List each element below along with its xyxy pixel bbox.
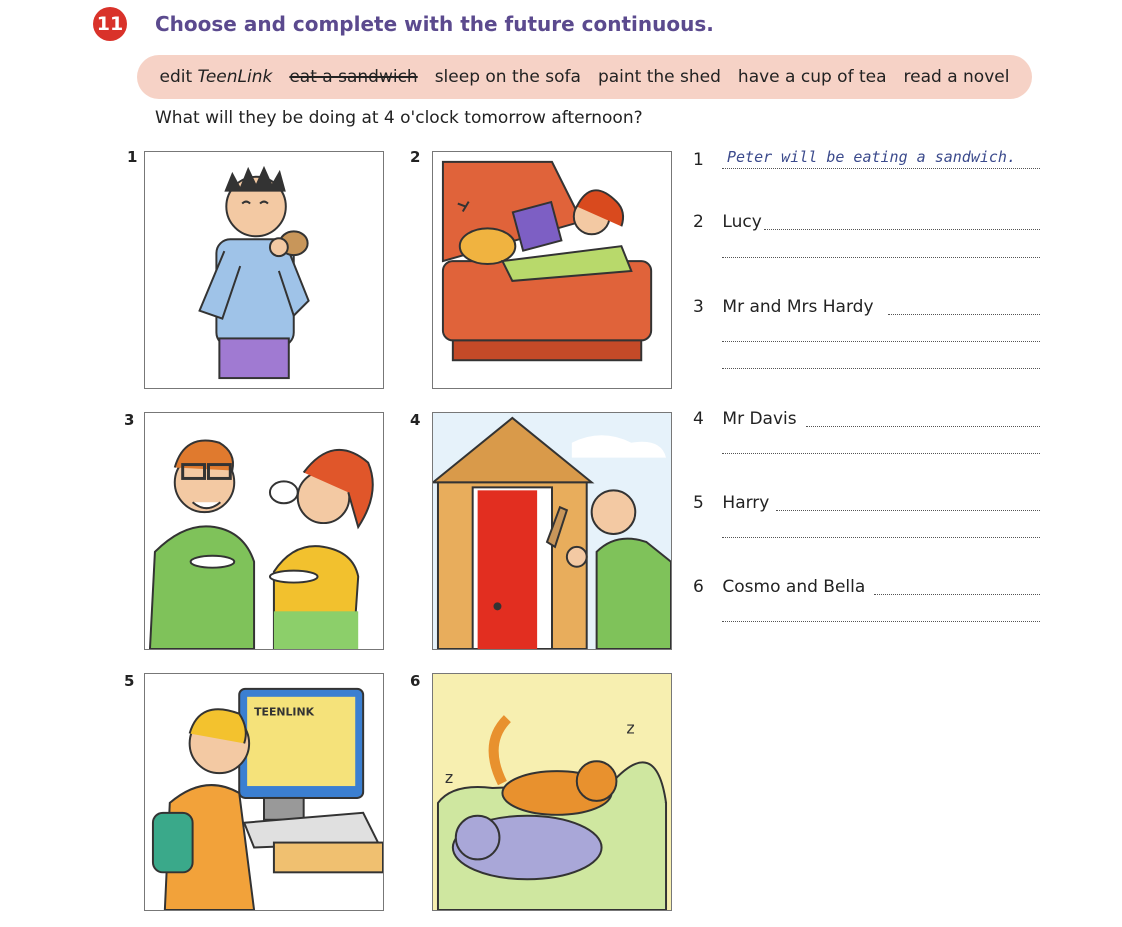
screen-label: TEENLINK xyxy=(254,705,315,719)
word-bank-item-tea: have a cup of tea xyxy=(737,67,887,87)
answer-line-2b[interactable] xyxy=(722,257,1040,258)
word-bank-item-sleep: sleep on the sofa xyxy=(434,67,581,87)
picture-2-reading-novel xyxy=(432,151,672,389)
picture-number-6: 6 xyxy=(410,672,421,690)
word-bank-item-paint: paint the shed xyxy=(597,67,721,87)
picture-number-2: 2 xyxy=(410,148,421,166)
answer-subject: Cosmo and Bella xyxy=(722,577,866,597)
exercise-title: Choose and complete with the future continuous. xyxy=(155,12,714,36)
picture-1-eating-sandwich xyxy=(144,151,384,389)
word-bank-item-eat-sandwich: eat a sandwich xyxy=(289,67,418,87)
answer-line-6a[interactable] xyxy=(874,594,1040,595)
answer-subject: Lucy xyxy=(722,212,762,232)
answer-row-4: 4 Mr Davis xyxy=(693,409,797,429)
answer-row-6: 6 Cosmo and Bella xyxy=(693,577,866,597)
answer-row-5: 5 Harry xyxy=(693,493,770,513)
word-bank xyxy=(137,55,1032,99)
answer-line-4b[interactable] xyxy=(722,453,1040,454)
answer-row-1 xyxy=(693,150,717,170)
picture-number-5: 5 xyxy=(124,672,135,690)
answer-subject: Mr Davis xyxy=(722,409,797,429)
picture-number-4: 4 xyxy=(410,411,421,429)
word-bank-item-edit-teenlink: edit TeenLink xyxy=(159,67,273,87)
question-text: What will they be doing at 4 o'clock tomorrow afternoon? xyxy=(155,108,643,128)
picture-6-sleeping-on-sofa xyxy=(432,673,672,911)
answer-line-5b[interactable] xyxy=(722,537,1040,538)
picture-4-painting-shed xyxy=(432,412,672,650)
picture-number-3: 3 xyxy=(124,411,135,429)
answer-line-3b[interactable] xyxy=(722,341,1040,342)
picture-number-1: 1 xyxy=(127,148,138,166)
answer-line-2a[interactable] xyxy=(764,229,1040,230)
answer-row-3: 3 Mr and Mrs Hardy xyxy=(693,297,874,317)
boy-at-computer-illustration xyxy=(145,674,383,910)
answer-line-6b[interactable] xyxy=(722,621,1040,622)
boy-eating-sandwich-illustration xyxy=(145,152,383,388)
cats-sleeping-illustration xyxy=(433,674,671,910)
picture-3-having-tea xyxy=(144,412,384,650)
answer-subject: Mr and Mrs Hardy xyxy=(722,297,874,317)
answer-subject: Harry xyxy=(722,493,770,513)
example-answer: Peter will be eating a sandwich. xyxy=(727,148,1016,166)
man-painting-shed-illustration xyxy=(433,413,671,649)
answer-line-4a[interactable] xyxy=(806,426,1040,427)
couple-drinking-tea-illustration xyxy=(145,413,383,649)
z-icon: z xyxy=(626,718,635,738)
answer-line-1[interactable] xyxy=(722,168,1040,169)
word-bank-item-novel: read a novel xyxy=(903,67,1010,87)
answer-line-5a[interactable] xyxy=(776,510,1040,511)
exercise-number: 11 xyxy=(93,7,127,41)
z-icon: z xyxy=(444,768,454,788)
answer-row-2: 2 Lucy xyxy=(693,212,762,232)
answer-line-3c[interactable] xyxy=(722,368,1040,369)
girl-reading-on-sofa-illustration xyxy=(433,152,671,388)
picture-5-editing-teenlink xyxy=(144,673,384,911)
answer-number: 1 xyxy=(693,150,704,170)
answer-line-3a[interactable] xyxy=(888,314,1040,315)
